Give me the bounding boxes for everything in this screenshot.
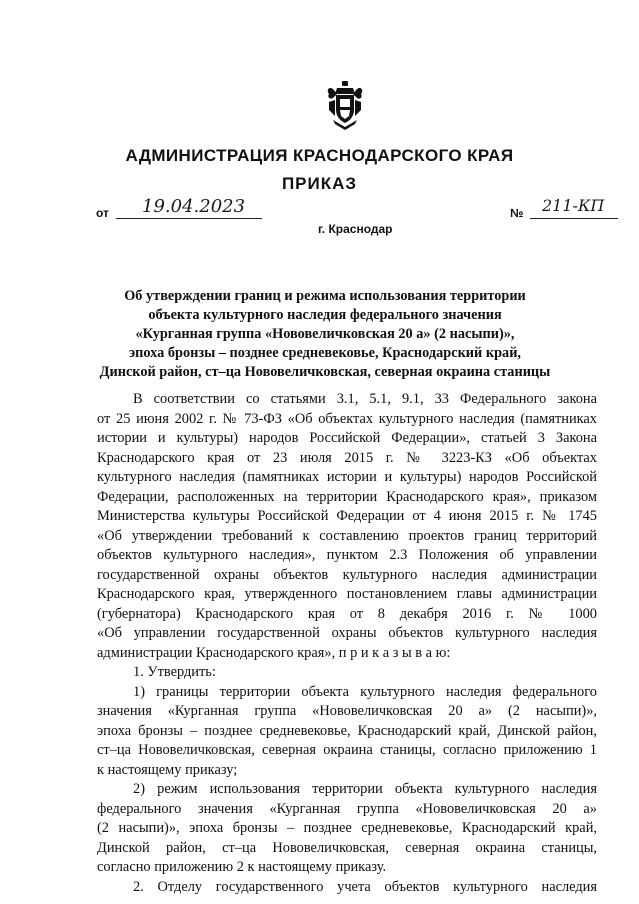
- body-line: администрации Краснодарского края», п р и к а з ы в а ю:: [97, 644, 451, 661]
- document-title: [60, 287, 590, 382]
- title-line: Динской район, ст–ца Нововеличковская, северная окраина станицы: [99, 364, 551, 380]
- body-line: Динской район, ст–ца Нововеличковская, северная окраина станицы,: [97, 839, 597, 856]
- organization-name: АДМИНИСТРАЦИЯ КРАСНОДАРСКОГО КРАЯ: [125, 146, 514, 165]
- body-line: Министерства культуры Российской Федерации от 4 июня 2015 г. № 1745: [97, 508, 597, 524]
- body-line: ст–ца Нововеличковская, северная окраина станицы, согласно приложению 1: [97, 742, 597, 758]
- body-line: объектов культурного наследия», пунктом 2.3 Положения об управлении: [97, 547, 597, 563]
- title-line: объекта культурного наследия федерального значения: [148, 307, 502, 323]
- date-handwritten: 19.04.2023: [142, 196, 246, 217]
- body-line: от 25 июня 2002 г. № 73-ФЗ «Об объектах культурного наследия (памятниках: [97, 410, 597, 427]
- body-line: Федерации, расположенных на территории Краснодарского края», приказом: [97, 488, 597, 505]
- city: г. Краснодар: [318, 222, 393, 236]
- body-line: Краснодарского края, утвержденного постановлением главы администрации: [97, 586, 597, 602]
- number-handwritten: 211-КП: [542, 196, 605, 215]
- number-label: №: [510, 206, 524, 220]
- body-line: 2. Отделу государственного учета объектов культурного наследия: [133, 878, 597, 895]
- body-line: согласно приложению 2 к настоящему приказу.: [97, 859, 387, 875]
- number-underline: [530, 218, 618, 219]
- body-line: «Об управлении государственной охраны объектов культурного наследия: [97, 625, 597, 641]
- title-line: «Курганная группа «Нововеличковская 20 а» (2 насыпи)»,: [135, 326, 515, 342]
- date-underline: [116, 218, 262, 219]
- body-line: 1. Утвердить:: [133, 664, 216, 680]
- body-line: 2) режим использования территории объекта культурного наследия: [133, 781, 597, 797]
- title-line: эпоха бронзы – позднее средневековье, Краснодарский край,: [128, 345, 522, 361]
- body-line: истории и культуры) народов Российской Федерации», статьей 3 Закона: [97, 430, 597, 446]
- body-line: к настоящему приказу;: [97, 761, 238, 778]
- body-line: культурного наследия (памятниках истории и культуры) народов Российской: [97, 469, 597, 485]
- body-line: «Об утверждении требований к составлению проектов границ территорий: [97, 527, 597, 544]
- body-line: федерального значения «Курганная группа «Нововеличковская 20 а»: [97, 800, 597, 817]
- body-line: государственной охраны объектов культурного наследия администрации: [97, 566, 597, 583]
- body-line: (2 насыпи)», эпоха бронзы – позднее средневековье, Краснодарский край,: [97, 820, 597, 836]
- date-label: от: [96, 206, 109, 220]
- body-line: 1) границы территории объекта культурного наследия федерального: [133, 683, 597, 700]
- body-line: значения «Курганная группа «Нововеличковская 20 а» (2 насыпи)»,: [97, 703, 597, 719]
- coat-of-arms-emblem: [325, 80, 365, 130]
- body-line: (губернатора) Краснодарского края от 8 декабря 2016 г. № 1000: [97, 605, 597, 622]
- document-body: [97, 390, 597, 897]
- title-line: Об утверждении границ и режима использования территории: [124, 288, 526, 304]
- body-line: эпоха бронзы – позднее средневековье, Краснодарский край, Динской район,: [97, 722, 597, 739]
- document-type: ПРИКАЗ: [281, 174, 358, 193]
- body-line: Краснодарского края от 23 июля 2015 г. № 3223-КЗ «Об объектах: [97, 449, 597, 466]
- body-line: В соответствии со статьями 3.1, 5.1, 9.1, 33 Федерального закона: [133, 391, 597, 407]
